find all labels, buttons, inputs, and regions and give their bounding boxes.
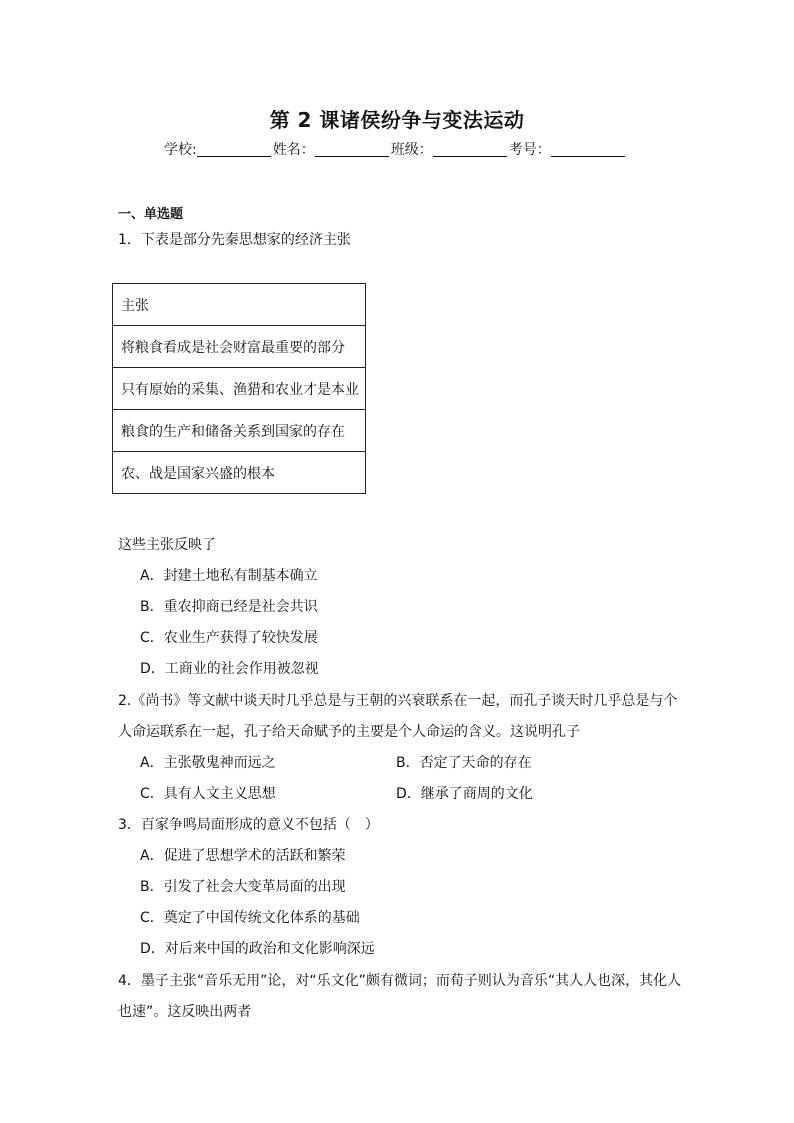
table-row (113, 284, 366, 326)
name-label: 姓名： (272, 142, 315, 158)
question-2-stem-line-1: 2.《尚书》等文献中谈天时几乎总是与王朝的兴衰联系在一起，而孔子谈天时几乎总是与个 (118, 693, 678, 709)
name-blank[interactable] (315, 142, 389, 157)
question-2-stem-line-2: 人命运联系在一起，孔子给天命赋予的主要是个人命运的含义。这说明孔子 (118, 724, 580, 740)
table-cell: 粮食的生产和储备关系到国家的存在 (113, 410, 366, 452)
class-label: 班级： (390, 142, 433, 158)
economic-views-table (112, 283, 366, 494)
question-3-stem: 3．百家争鸣局面形成的意义不包括（ ） (118, 817, 379, 833)
student-info-line (164, 139, 627, 159)
question-2-option-d[interactable]: D．继承了商周的文化 (396, 786, 533, 802)
question-2-option-b[interactable]: B．否定了天命的存在 (396, 755, 532, 771)
table-cell: 只有原始的采集、渔猎和农业才是本业 (113, 368, 366, 410)
table-row (113, 326, 366, 368)
question-1-stem: 1．下表是部分先秦思想家的经济主张 (118, 232, 351, 248)
question-2-option-c[interactable]: C．具有人文主义思想 (140, 786, 276, 802)
school-blank[interactable] (197, 142, 271, 157)
table-cell: 将粮食看成是社会财富最重要的部分 (113, 326, 366, 368)
question-4-stem-line-1: 4．墨子主张“音乐无用”论，对“乐文化”颇有微词；而荀子则认为音乐“其人人也深，其化人 (118, 973, 682, 989)
question-4-stem-line-2: 也速”。这反映出两者 (118, 1004, 252, 1020)
question-1-option-d[interactable]: D．工商业的社会作用被忽视 (140, 661, 319, 677)
question-1-option-c[interactable]: C．农业生产获得了较快发展 (140, 630, 318, 646)
question-3-option-c[interactable]: C．奠定了中国传统文化体系的基础 (140, 910, 360, 926)
question-1-prompt: 这些主张反映了 (118, 537, 216, 553)
question-1-option-a[interactable]: A．封建土地私有制基本确立 (140, 568, 318, 584)
table-cell: 农、战是国家兴盛的根本 (113, 452, 366, 494)
class-blank[interactable] (433, 142, 507, 157)
table-row (113, 410, 366, 452)
exam-number-blank[interactable] (551, 142, 625, 157)
question-3-option-a[interactable]: A．促进了思想学术的活跃和繁荣 (140, 848, 346, 864)
exam-number-label: 考号： (508, 142, 551, 158)
question-3-option-b[interactable]: B．引发了社会大变革局面的出现 (140, 879, 346, 895)
table-cell: 主张 (113, 284, 366, 326)
question-3-option-d[interactable]: D．对后来中国的政治和文化影响深远 (140, 941, 375, 957)
section-heading: 一、单选题 (118, 207, 184, 222)
question-2-option-a[interactable]: A．主张敬鬼神而远之 (140, 755, 276, 771)
page-title: 第 2 课诸侯纷争与变法运动 (269, 108, 525, 132)
table-row (113, 368, 366, 410)
table-row (113, 452, 366, 494)
question-1-option-b[interactable]: B．重农抑商已经是社会共识 (140, 599, 318, 615)
school-label: 学校: (164, 142, 197, 158)
